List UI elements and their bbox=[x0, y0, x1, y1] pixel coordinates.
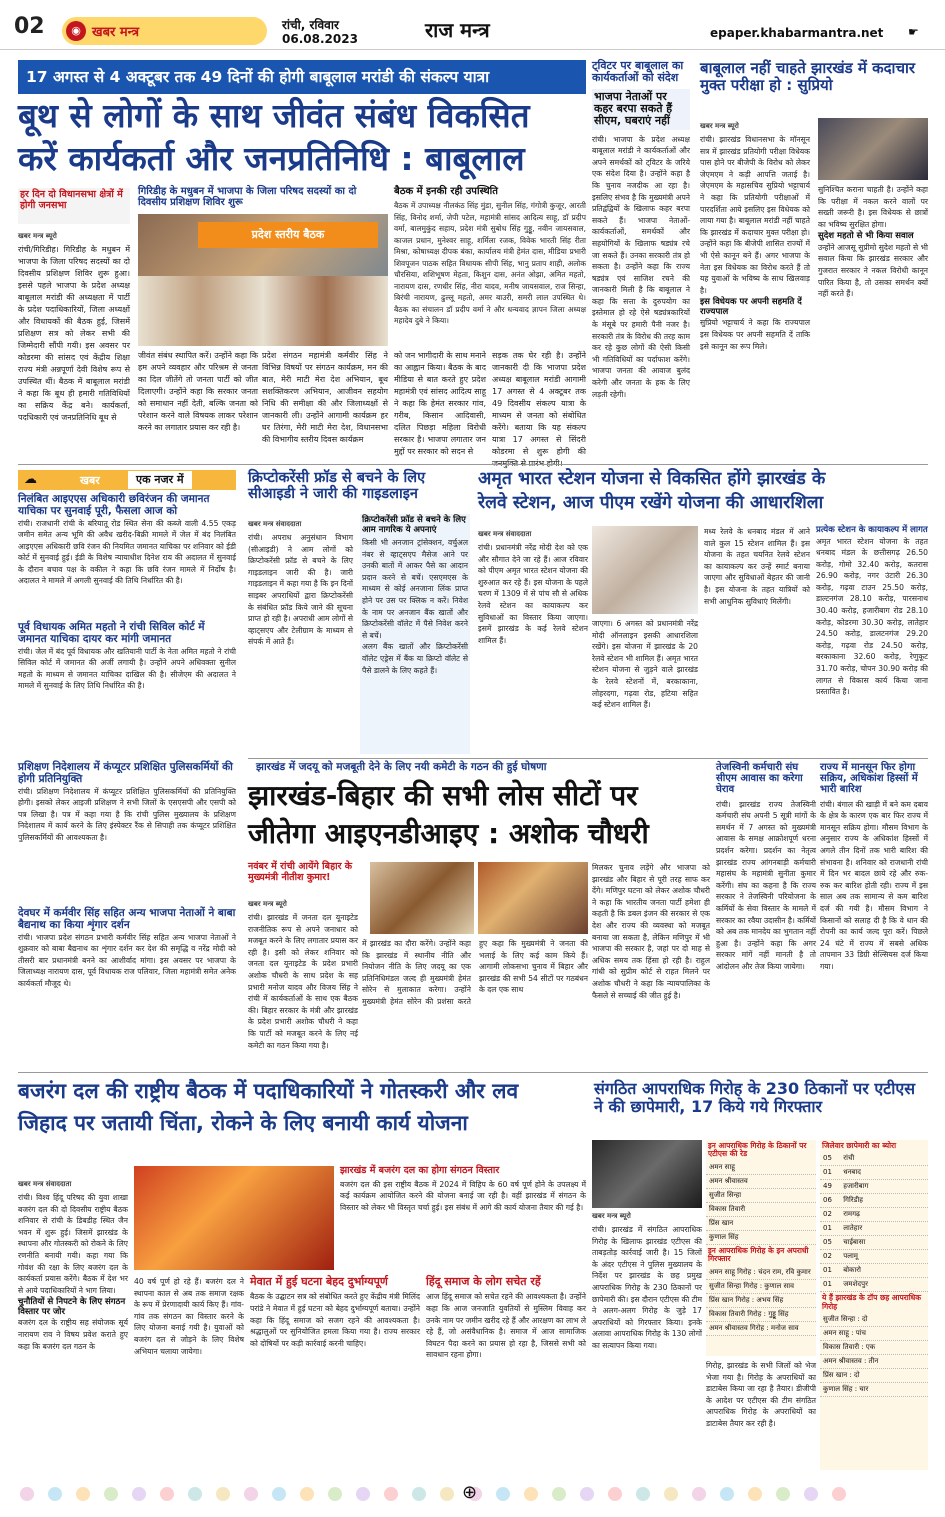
table-row: 01 धनबाद bbox=[820, 1166, 928, 1180]
ats-photo bbox=[592, 1140, 702, 1208]
railway-body-2: जाएगा। 6 अगस्त को प्रधानमंत्री नरेंद्र मोदी ऑनलाइन इसकी आधारशिला रखेंगे। इस योजना में झारखंड के 20 रेलवे स्टेशन भी शामिल हैं। अमृत भारत स्टेशन योजना से जुड़ने वाले झारखंड के रेलवे स्टेशनों में, बरकाकाना, लोहरदगा, गढ़वा रोड, हटिया सहित कई स्टेशन शामिल हैं। bbox=[592, 619, 698, 710]
news-item-body: रांची। जेल में बंद पूर्व विधायक और खतियानी पार्टी के नेता अमित महतो ने रांची सिविल कोर्ट में जमानत की अर्जी लगायी है। उन्होंने अपने अधिवक्ता सुनील महतो के माध्यम से जमानत याचिका दाखिल की है। सीजेएम की अदालत ने मामले में सुनवाई के लिए तिथि निर्धारित की है। bbox=[18, 646, 236, 691]
railway-body-3: मध्य रेलवे के धनबाद मंडल में आने वाले कुल 15 स्टेशन शामिल हैं। इस योजना के तहत चयनित रेलवे स्टेशन का कायाकल्प कर उन्हें स्मार्ट बनाया जाएगा और सुविधाओं बेहतर की जानी है। इस योजना के तहत यात्रियों को सभी आधुनिक सुविधाएं मिलेंगी। bbox=[704, 527, 810, 606]
footer-dot bbox=[76, 1487, 90, 1501]
lead-col4: को जन भागीदारी के साथ मनाने का आह्वान किया। बैठक के बाद मीडिया से बात करते हुए प्रदेश महामंत्री एवं सांसद आदित्य साहू ने कहा कि हेमंत सरकार गांव, गरीब, किसान आदिवासी, दलित पिछड़ा महिला विरोधी सरकार है। भाजपा लगातार जन मुद्दों पर सरकार को सदन से bbox=[394, 351, 486, 456]
jdu-sub: नवंबर में रांची आयेंगे बिहार के मुख्यमंत्री नीतीश कुमार! bbox=[248, 861, 353, 883]
news-item-head: निलंबित आइएएस अधिकारी छविरंजन की जमानत याचिका पर सुनवाई पूरी, फैसला आज को bbox=[18, 493, 210, 517]
footer-dot bbox=[552, 1487, 566, 1501]
ats-head: संगठित आपराधिक गिरोह के 230 ठिकानों पर एटीएस ने की छापेमारी, 17 किये गये गिरफ्तार bbox=[594, 1079, 916, 1116]
supriyo-col1 bbox=[700, 122, 810, 462]
district-list bbox=[820, 1152, 928, 1292]
news-item bbox=[18, 494, 236, 622]
footer-dot bbox=[804, 1487, 818, 1501]
lead-photo-caption: गिरिडीह के मधुबन में भाजपा के जिला परिषद सदस्यों का दो दिवसीय प्रशिक्षण शिविर शुरू bbox=[138, 186, 357, 209]
footer-dot bbox=[160, 1487, 174, 1501]
bajrang-byline: खबर मन्त्र संवाददाता bbox=[18, 1180, 72, 1188]
footer-dot bbox=[272, 1487, 286, 1501]
crypto-box-body-2: अलग बैंक खातों और क्रिप्टोकरेंसी वॉलेट एड्रेस में बैंक या क्रिप्टो वॉलेट से पैसे डालने के लिए कहते हैं। bbox=[362, 642, 468, 675]
list-item: अमन श्रीवास्तव bbox=[706, 1175, 816, 1189]
list-item: विकास तिवारी bbox=[706, 1203, 816, 1217]
table-row: कुणाल सिंह : चार bbox=[820, 1383, 928, 1397]
table-row: 06 गिरिडीह bbox=[820, 1194, 928, 1208]
monsoon-head: राज्य में मानसून फिर होगा सक्रिय, अधिकांश हिस्सों में भारी बारिश bbox=[820, 762, 918, 796]
website-link[interactable]: epaper.khabarmantra.net bbox=[710, 26, 884, 40]
table-row: सुजीत सिन्हा : दो bbox=[820, 1313, 928, 1327]
footer-dot bbox=[524, 1487, 538, 1501]
lead-photo-banner: प्रदेश स्तरीय बैठक bbox=[198, 222, 378, 248]
table-row: 01 लातेहार bbox=[820, 1222, 928, 1236]
jdu-photo bbox=[478, 862, 588, 934]
twitter-column bbox=[592, 60, 690, 462]
list-item: अमन साहू गिरोह : चंदन राम, रवि कुमार bbox=[706, 1266, 816, 1280]
lead-body: रांची/गिरिडीह। गिरिडीह के मधुबन में भाजपा के जिला परिषद सदस्यों का दो दिवसीय प्रशिक्षण शिविर शुरू हुआ। इससे पहले भाजपा के प्रदेश अध्यक्ष बाबूलाल मरांडी की अध्यक्षता में पार्टी के प्रदेश पदाधिकारियों, जिला अध्यक्षों और विधायकों की बैठक हुई, जिसमें प्रशिक्षण सत्र को लेकर सभी की जिम्मेदारी सौंपी गयी। इस अवसर पर कोडरमा की सांसद एवं केंद्रीय शिक्षा राज्य मंत्री अन्नपूर्णा देवी विशेष रूप से उपस्थित थीं। बैठक में बाबूलाल मरांडी ने कहा कि बूथ ही हमारी गतिविधियों का सक्रिय केंद्र बने। कार्यकर्ता, पदधिकारी एवं जनप्रतिनिधि बूथ से bbox=[18, 245, 130, 422]
lead-col1 bbox=[18, 232, 130, 462]
attend-body: बैठक में उपाध्यक्ष नीलकंठ सिंह मुंडा, सुनील सिंह, गंगोत्री कुजूर, आरती सिंह, विनोद शर्मा, जेपी पटेल, महामंत्री सांसद आदित्य साहू, डॉ प्रदीप वर्मा, बालमुकुंद सहाय, प्रदेश मंत्री सुबोध सिंह गुड्डू, नवीन जायसवाल, काजल प्रधान, मुनेश्वर साहू, शर्मिला रजक, विवेक भारती सिंह रीता मिश्रा, कोषाध्यक्ष दीपक बंका, कार्यालय मंत्री हेमंत दास, मीडिया प्रभारी शिवपूजन पाठक सहित विधायक सीपी सिंह, भानु प्रताप शाही, अलोक चौरसिया, शशिभूषण मेहता, किशुन दास, अनंत ओझा, अमित महतो, नारायण दास, रणधीर सिंह, नीरा यादव, मनीष जायसवाल, राज सिन्हा, बिरंची नारायण, ढुल्लू महतो, अमर बाउरी, समरी लाल उपस्थित थे। बैठक का संचालन डॉ प्रदीप वर्मा ने और धन्यवाद ज्ञापन जिला अध्यक्ष महादेव दुबे ने किया। bbox=[394, 201, 586, 326]
crypto-box bbox=[360, 514, 470, 754]
list-item: कुणाल सिंह bbox=[706, 1231, 816, 1245]
table-row: 01 जमशेदपुर bbox=[820, 1278, 928, 1292]
news-item-head: देवघर में कर्मवीर सिंह सहित अन्य भाजपा नेताओं ने बाबा बैद्यनाथ का किया शृंगार दर्शन bbox=[18, 907, 236, 931]
lead-headline-2: करें कार्यकर्ता और जनप्रतिनिधि : बाबूलाल bbox=[18, 139, 525, 178]
footer-dot bbox=[720, 1487, 734, 1501]
ats-table bbox=[820, 1140, 928, 1470]
footer-dot bbox=[496, 1487, 510, 1501]
brand-badge bbox=[62, 17, 267, 45]
list-item: सुजीत सिन्हा bbox=[706, 1189, 816, 1203]
footer-dot bbox=[48, 1487, 62, 1501]
lead-headline-1: बूथ से लोगों के साथ जीवंत संबंध विकसित bbox=[18, 96, 530, 135]
monsoon-box bbox=[820, 762, 928, 1068]
hindu-body: आज हिंदू समाज को सचेत रहने की आवश्यकता है। उन्होंने कहा कि आज जनजाति युवतियों से मुस्लिम विवाह कर उनके नाम पर जमीन खरीद रहे हैं और आरक्षण का लाभ ले रहे हैं, जो असंवैधानिक है। समाज में आज सामाजिक विघटन पैदा करने का प्रयास हो रहा है, जिससे सभी को सावधान रहना होगा। bbox=[426, 1292, 586, 1360]
jdu-byline: खबर मन्त्र ब्यूरो bbox=[248, 900, 287, 908]
footer-dot bbox=[216, 1487, 230, 1501]
footer-dot bbox=[244, 1487, 258, 1501]
ats-table-head-2: ये हैं झारखंड के टॉप छह आपराधिक गिरोह bbox=[822, 1293, 922, 1311]
ek-nazar-label: खबर bbox=[80, 474, 100, 487]
teacher-body: रांची। झारखंड राज्य तेजस्विनी कर्मचारी संघ अपनी 5 सूत्री मांगों के समर्थन में 7 अगस्त को मुख्यमंत्री आवास के समक्ष आक्रोशपूर्ण धरना प्रदर्शन करेगा। प्रदर्शन का नेतृत्व झारखंड राज्य आंगनबाड़ी कर्मचारी महासंघ के महामंत्री सुनीता कुमार करेंगी। संघ का कहना है कि राज्य सरकार ने तेजस्विनी परियोजना के कर्मियों के सेवा विस्तार के मामले में सरकार का रवैया उदासीन है। कर्मियों को अब तक मानदेय का भुगतान नहीं हुआ है। उन्होंने कहा कि अगर सरकार मांगें नहीं मानती है तो आंदोलन और तेज किया जायेगा। bbox=[716, 799, 816, 971]
ats-col1 bbox=[592, 1212, 702, 1470]
ats-list-head: इन आपराधिक गिरोह के ठिकानों पर एटीएस की रेड bbox=[708, 1141, 807, 1159]
supriyo-byline: खबर मन्त्र ब्यूरो bbox=[700, 122, 739, 130]
supriyo-subhead: सुदेश महतो से भी किया सवाल bbox=[818, 231, 914, 242]
gang-list bbox=[820, 1313, 928, 1397]
bajrang-photo bbox=[134, 1166, 334, 1270]
registration-mark-icon: ⊕ bbox=[462, 1482, 478, 1503]
news-item-body: रांची। प्रशिक्षण निदेशालय में कंप्यूटर प्रशिक्षित पुलिसकर्मियों की प्रतिनियुक्ति होगी। इसको लेकर आइजी प्रशिक्षण ने सभी जिलों के एसएसपी और एसपी को पत्र लिखा है। पत्र में कहा गया है कि रांची पुलिस मुख्यालय के प्रशिक्षण निदेशालय में कार्य करने के लिए इंस्पेक्टर रैंक से सिपाही तक कंप्यूटर प्रशिक्षित पुलिसकर्मियों की आवश्यकता है। bbox=[18, 786, 236, 842]
ats-list bbox=[706, 1161, 816, 1245]
crypto-body: रांची। अपराध अनुसंधान विभाग (सीआइडी) ने आम लोगों को क्रिप्टोकरेंसी फ्रॉड से बचने के लिए गाइडलाइन जारी की है। जारी गाइडलाइन में कहा गया है कि इन दिनों साइबर अपराधियों द्वारा क्रिप्टोकरेंसी के संबंधित फ्रॉड किये जाने की सूचना प्राप्त हो रही है। अपराधी आम लोगों से व्हाट्सएप और टेलीग्राम के माध्यम से संपर्क में आते हैं। bbox=[248, 533, 353, 647]
ek-nazar-label-2: एक नजर में bbox=[128, 471, 192, 489]
jdu-body-3: मिलकर चुनाव लड़ेंगे और भाजपा को झारखंड और बिहार से पूरी तरह साफ कर देंगे। मणिपुर घटना को लेकर अशोक चौधरी ने कहा कि भारतीय जनता पार्टी हमेशा ही कहती है कि डबल इंजन की सरकार से एक देश और राज्य की व्यवस्था को मजबूत बनाया जा सकता है, लेकिन मणिपुर में भी भाजपा की सरकार है, जहां पर दो माह से अधिक समय तक हिंसा हो रही है। राहुल गांधी को सुप्रीम कोर्ट से राहत मिलने पर अशोक चौधरी ने कहा कि न्यायपालिका के फैसले से सच्चाई की जीत हुई है। bbox=[592, 863, 710, 1000]
railway-photo bbox=[592, 526, 698, 614]
cursor-icon: ☛ bbox=[908, 25, 919, 39]
list-item: अमन साहू bbox=[706, 1161, 816, 1175]
bajrang-body: रांची। विश्व हिंदू परिषद की युवा शाखा बजरंग दल की दो दिवसीय राष्ट्रीय बैठक शनिवार से रांची के डिबडीह स्थित जैन भवन में शुरू हुई। जिसमें झारखंड के स्थापना और गोतस्करी को रोकने के लिए रणनीति बनायी गयी। कहा गया कि गोवंश की रक्षा के लिए बजरंग दल के कार्यकर्ता प्रयास करेंगे। बैठक में देश भर से आये पदाधिकारियों ने भाग लिया। bbox=[18, 1193, 128, 1295]
railway-byline: खबर मन्त्र संवाददाता bbox=[478, 530, 532, 538]
crypto-head: क्रिप्टोकरेंसी फ्रॉड से बचने के लिए सीआइडी ने जारी की गाइडलाइन bbox=[248, 470, 426, 503]
lead-col5: सड़क तक घेर रही है। उन्होंने जानकारी दी कि भाजपा प्रदेश अध्यक्ष बाबूलाल मरांडी आगामी 17 अगस्त से 4 अक्टूबर तक 49 दिवसीय संकल्प यात्रा के माध्यम से जनता को संबोधित करेंगे। बताया कि यह संकल्प यात्रा 17 अगस्त से सिंदरी कोडरमा से शुरू होगी की bbox=[492, 351, 586, 456]
table-row: 05 चाईबासा bbox=[820, 1236, 928, 1250]
ek-nazar-list bbox=[18, 494, 236, 1068]
jdu-head-2: जीतेगा आइएनडीआइए : अशोक चौधरी bbox=[248, 817, 649, 850]
page-number: 02 bbox=[14, 14, 45, 39]
jdu-head-1: झारखंड-बिहार की सभी लोस सीटों पर bbox=[248, 779, 638, 812]
news-item bbox=[18, 762, 236, 908]
supriyo-subhead-2: इस विधेयक पर अपनी सहमति दें राज्यपाल bbox=[700, 297, 802, 317]
lead-photo bbox=[138, 214, 388, 346]
news-item-body: रांची। राजधानी रांची के बरियातू रोड स्थित सेना की कब्जे वाली 4.55 एकड़ जमीन समेत अन्य भूमि की अवैध खरीद-बिक्री मामले में जेल में बंद निलंबित आइएएस अधिकारी छवि रंजन की नियमित जमानत याचिका पर शनिवार को ईडी कोर्ट में सुनवाई हुई। ईडी के विशेष न्यायाधीश दिनेश राय की अदालत में सुनवाई के दौरान बचाव पक्ष के वकील ने कहा कि छवि रंजन मामले में निर्दोष है। अदालत ने मामले में अगली सुनवाई की तिथि निर्धारित की है। bbox=[18, 518, 236, 586]
table-row: 49 हजारीबाग bbox=[820, 1180, 928, 1194]
footer-dot bbox=[412, 1487, 426, 1501]
supriyo-right-body: सुनिश्चित कराना चाहती है। उन्होंने कहा कि परीक्षा में नकल करने वालों पर सख्ती जरूरी है। इस विधेयक से छात्रों का भविष्य सुरक्षित होगा। bbox=[818, 185, 928, 229]
crypto-box-head: क्रिप्टोकरेंसी फ्रॉड से बचने के लिए आम नागरिक ये अपनाएं bbox=[362, 515, 466, 535]
dateline-city: रांची, रविवार bbox=[282, 18, 339, 32]
footer-dot bbox=[692, 1487, 706, 1501]
list-item: प्रिंस खान bbox=[706, 1217, 816, 1231]
footer-dot bbox=[608, 1487, 622, 1501]
teacher-box bbox=[716, 762, 816, 1068]
bajrang-col1 bbox=[18, 1180, 128, 1470]
hindu-head: हिंदू समाज के लोग सचेत रहें bbox=[426, 1275, 541, 1288]
hindu-box bbox=[426, 1276, 586, 1470]
footer-dot bbox=[188, 1487, 202, 1501]
footer-dot bbox=[132, 1487, 146, 1501]
bajrang-mid-body: बजरंग दल की इस राष्ट्रीय बैठक में 2024 में विहिप के 60 वर्ष पूर्ण होने के उपलक्ष्य में कई कार्यक्रम आयोजित करने की योजना बनाई जा रही है। वहीं झारखंड में संगठन के विस्तार को लेकर भी विस्तृत चर्चा हुई। इस संबंध में आगे की कार्य योजना तैयार की गई है। bbox=[340, 1179, 586, 1212]
supriyo-head: बाबूलाल नहीं चाहते झारखंड में कदाचार मुक्त परीक्षा हो : सुप्रियो bbox=[700, 59, 915, 94]
ats-byline: खबर मन्त्र ब्यूरो bbox=[592, 1212, 631, 1220]
twitter-head: ट्विटर पर बाबूलाल का कार्यकर्ताओं को संदेश bbox=[592, 59, 684, 85]
bajrang-mid-kicker: झारखंड में बजरंग दल का होगा संगठन विस्तार bbox=[340, 1165, 500, 1176]
ek-nazar-bar bbox=[18, 470, 236, 490]
railway-side bbox=[816, 526, 928, 754]
footer-dot bbox=[776, 1487, 790, 1501]
supriyo-col2 bbox=[818, 184, 928, 462]
ats-list-2 bbox=[706, 1266, 816, 1336]
lead-kicker: 17 अगस्त से 4 अक्टूबर तक 49 दिनों की होगी बाबूलाल मरांडी की संकल्प यात्रा bbox=[26, 68, 490, 86]
news-item bbox=[18, 622, 236, 762]
lead-byline: खबर मन्त्र ब्यूरो bbox=[18, 232, 57, 240]
bajrang-col2: 40 वर्ष पूर्ण हो रहे हैं। बजरंग दल ने स्थापना काल से अब तक समाज रक्षक के रूप में प्रेरणादायी कार्य किए हैं। गांव-गांव तक संगठन का विस्तार करने के लिए योजना बनाई गयी है। युवाओं को बजरंग दल से जोड़ने के लिए विशेष अभियान चलाया जायेगा। bbox=[134, 1277, 244, 1356]
twitter-sub: भाजपा नेताओं पर कहर बरपा सकते हैं सीएम, घबराएं नहीं bbox=[592, 89, 690, 130]
footer-dot bbox=[384, 1487, 398, 1501]
railway-side-head: प्रत्येक स्टेशन के कायाकल्प में लागत bbox=[816, 525, 928, 535]
mewat-body: बैठक के उद्घाटन सत्र को संबोधित करते हुए केंद्रीय मंत्री मिलिंद परांडे ने मेवात में हुई घटना को बेहद दुर्भाग्यपूर्ण बताया। उन्होंने कहा कि हिंदू समाज को सजग रहने की आवश्यकता है। श्रद्धालुओं पर सुनियोजित हमला किया गया है। राज्य सरकार को दोषियों पर कड़ी कार्रवाई करनी चाहिए। bbox=[250, 1292, 420, 1348]
dateline-date: 06.08.2023 bbox=[282, 32, 358, 46]
brand-logo-icon: ◉ bbox=[66, 21, 86, 41]
footer-dot bbox=[104, 1487, 118, 1501]
table-row: अमन श्रीवास्तव : तीन bbox=[820, 1355, 928, 1369]
railway-col1 bbox=[478, 530, 588, 754]
bajrang-subhead: चुनौतियों से निपटने के लिए संगठन विस्तार पर जोर bbox=[18, 1297, 126, 1317]
news-item-body: रांची। भाजपा प्रदेश संगठन प्रभारी कर्मवीर सिंह सहित अन्य भाजपा नेताओं ने शुक्रवार को बाबा बैद्यनाथ का शृंगार दर्शन कर देश की समृद्धि व नरेंद्र मोदी को तीसरी बार प्रधानमंत्री बनने का आशीर्वाद मांगा। इस अवसर पर भाजपा के जिलाध्यक्ष नारायण दास, पूर्व विधायक राज पलिवार, जिला महामंत्री समेत अनेक कार्यकर्ता मौजूद थे। bbox=[18, 932, 236, 988]
table-row: विकास तिवारी : एक bbox=[820, 1341, 928, 1355]
crypto-col1 bbox=[248, 520, 353, 754]
footer-dot bbox=[300, 1487, 314, 1501]
monsoon-body: रांची। बंगाल की खाड़ी में बने कम दबाव के क्षेत्र के कारण एक बार फिर राज्य में मानसून सक्रिय होगा। मौसम विभाग के अनुसार राज्य के अधिकांश हिस्सों में अगले तीन दिनों तक भारी बारिश की संभावना है। शनिवार को राजधानी रांची में दिन भर बादल छाये रहे और रुक-रुक कर बारिश होती रही। राज्य में इस साल अब तक सामान्य से कम बारिश दर्ज की गयी है। मौसम विभाग ने किसानों को सलाह दी है कि वे धान की रोपनी का कार्य जल्द पूरा करें। पिछले 24 घंटे में राज्य में सबसे अधिक तापमान 33 डिग्री सेल्सियस दर्ज किया गया। bbox=[820, 799, 928, 971]
footer-dot bbox=[664, 1487, 678, 1501]
news-item bbox=[18, 908, 236, 1064]
footer-dot bbox=[580, 1487, 594, 1501]
crypto-byline: खबर मन्त्र संवाददाता bbox=[248, 520, 302, 528]
jdu-body-2: में झारखंड का दौरा करेंगे। उन्होंने कहा कि झारखंड में स्थानीय नीति और नियोजन नीति के लिए जदयू का एक प्रतिनिधिमंडल जल्द ही मुख्यमंत्री हेमंत सोरेन से मुलाकात करेगा। उन्होंने मुख्यमंत्री हेमंत सोरेन की प्रशंसा करते हुए कहा कि मुख्यमंत्री ने जनता की भलाई के लिए कई काम किये हैं। आगामी लोकसभा चुनाव में बिहार और झारखंड की सभी 54 सीटों पर गठबंधन के दल एक साथ bbox=[362, 939, 588, 1006]
list-item: अमन श्रीवास्तव गिरोह : मनोज साव bbox=[706, 1322, 816, 1336]
masthead bbox=[0, 0, 945, 50]
lead-photo-people bbox=[138, 276, 388, 346]
brand-name: खबर मन्त्र bbox=[92, 25, 140, 40]
railway-head-1: अमृत भारत स्टेशन योजना से विकसित होंगे झारखंड के bbox=[478, 469, 826, 489]
ats-list-box bbox=[706, 1140, 816, 1356]
ats-table-head: जिलेवार छापेमारी का ब्योरा bbox=[822, 1141, 897, 1150]
railway-head-2: रेलवे स्टेशन, आज पीएम रखेंगे योजना की आधारशिला bbox=[478, 493, 824, 513]
crypto-box-body: किसी भी अनजान ट्रांसेक्शन, वर्चुअल नंबर से व्हाट्सएप मैसेज आने पर उनकी बातों में आकर पैसे का आदान प्रदान करने से बचें। एसएमएस के माध्यम से कोई अनजाना लिंक प्राप्त होने पर उस पर क्लिक न करें। निवेश के नाम पर अनजान बैंक खातों और क्रिप्टोकरेंसी वॉलेट में पैसे निवेश करने से बचें। bbox=[362, 538, 468, 640]
jdu-col1 bbox=[248, 900, 358, 1068]
news-item-head: पूर्व विधायक अमित महतो ने रांची सिविल कोर्ट में जमानत याचिका दायर कर मांगी जमानत bbox=[18, 621, 205, 645]
jdu-photo-2 bbox=[370, 862, 474, 934]
railway-body: रांची। प्रधानमंत्री नरेंद्र मोदी देश को एक और सौगात देने जा रहे हैं। आज रविवार को पीएम अमृत भारत स्टेशन योजना की शुरुआत कर रहे हैं। इस योजना के पहले चरण में 1309 में से पांच सौ से अधिक रेलवे स्टेशन का कायाकल्प कर सुविधाओं का विस्तार किया जाएगा। इसमें झारखंड के कई रेलवे स्टेशन शामिल हैं। bbox=[478, 543, 588, 645]
footer-dot bbox=[440, 1487, 454, 1501]
attend-box bbox=[394, 186, 586, 346]
footer-dot bbox=[832, 1487, 846, 1501]
bajrang-subbody: बजरंग दल के राष्ट्रीय सह संयोजक सूर्य नारायण राव ने विषय प्रवेश कराते हुए कहा कि बजरंग दल गठन के bbox=[18, 1318, 128, 1351]
table-row: प्रिंस खान : दो bbox=[820, 1369, 928, 1383]
table-row: 02 पलामू bbox=[820, 1250, 928, 1264]
table-row: 01 बोकारो bbox=[820, 1264, 928, 1278]
table-row: अमन साहू : पांच bbox=[820, 1327, 928, 1341]
footer-dot bbox=[748, 1487, 762, 1501]
section-name: राज मन्त्र bbox=[425, 18, 490, 42]
footer-dot bbox=[356, 1487, 370, 1501]
ats-list-head-2: इन आपराधिक गिरोह के इन अपराधी गिरफ्तार bbox=[708, 1245, 809, 1264]
twitter-body: रांची। भाजपा के प्रदेश अध्यक्ष बाबूलाल मरांडी ने कार्यकर्ताओं और अपने समर्थकों को ट्विटर के जरिये एक संदेश दिया है। उन्होंने कहा है कि चुनाव नजदीक आ रहा है। इसलिए संभव है कि मुख्यमंत्री अपने प्रतिद्वंद्वियों के खिलाफ कहर बरपा सकते हैं। भाजपा नेताओं-कार्यकर्ताओं, समर्थकों और सहयोगियों के खिलाफ षड्यंत्र रचे जा सकते हैं। उनका सरकारी तंत्र हो सकता है। उन्होंने कहा कि राज्य षड्यंत्र एवं साजिश रचने की जानकारी मिली है कि बाबूलाल ने कहा कि सत्ता के दुरुपयोग का इस्तेमाल हो रहे ऐसे षड्यंत्रकारियों के मंसूबे पर हमारी पैनी नजर है। सरकारी तंत्र के विरोध की तरह काम कर रहे कुछ लोगों की ऐसी किसी भी गतिविधियों का पर्दाफाश करेंगे। भाजपा जनता की आवाज बुलंद करेगी और जनता के हक के लिए लड़ती रहेगी। bbox=[592, 134, 690, 399]
attend-head: बैठक में इनकी रही उपस्थिति bbox=[394, 186, 498, 197]
news-item-head: प्रशिक्षण निदेशालय में कंप्यूटर प्रशिक्षित पुलिसकर्मियों की होगी प्रतिनियुक्ति bbox=[18, 761, 233, 785]
bajrang-head-2: जिहाद पर जतायी चिंता, रोकने के लिए बनायी कार्य योजना bbox=[18, 1111, 468, 1135]
supriyo-body: रांची। झारखंड विधानसभा के मॉनसून सत्र में झारखंड प्रतियोगी परीक्षा विधेयक पास होने पर बीजेपी के विरोध को लेकर जेएमएम ने कड़ी आपत्ति जताई है। जेएमएम के महासचिव सुप्रियो भट्टाचार्य ने कहा कि प्रतियोगी परीक्षाओं में पारदर्शिता आये इसलिए इस विधेयक को लाया गया है। बाबूलाल मरांडी नहीं चाहते कि झारखंड में कदाचार मुक्त परीक्षा हो। उन्होंने कहा कि बीजेपी शासित राज्यों में भी ऐसे कानून बने हैं। अगर भाजपा के नेता इस विधेयक का विरोध करते हैं तो यह युवाओं के भविष्य के साथ खिलवाड़ है। bbox=[700, 135, 810, 295]
lead-col3: प्रदेश संगठन महामंत्री कर्मवीर सिंह ने विभिन्न विषयों पर संगठन कार्यक्रम, मन की बात, मेरी माटी मेरा देश अभियान, बूथ सशक्तिकरण अभियान, आजीवन सहयोग निधि की समीक्षा की और जिलाध्यक्षों से जानकारी ली। उन्होंने आगामी कार्यक्रम हर घर तिरंगा, मेरी माटी मेरा देश, विधानसभा की विभागीय स्तरीय दिवस कार्यक्रम bbox=[262, 351, 388, 444]
list-item: विकास तिवारी गिरोह : गुड्डू सिंह bbox=[706, 1308, 816, 1322]
mewat-head: मेवात में हुई घटना बेहद दुर्भाग्यपूर्ण bbox=[250, 1275, 388, 1288]
ats-body: रांची। झारखंड में संगठित आपराधिक गिरोह के खिलाफ झारखंड एटीएस की ताबड़तोड़ कार्रवाई जारी है। 15 जिलों के अंदर एटीएस ने पुलिस मुख्यालय के निर्देश पर झारखंड के छह प्रमुख आपराधिक गिरोह के 230 ठिकानों पर छापेमारी की। इस दौरान एटीएस की टीम ने अलग-अलग गिरोह के जुड़े 17 अपराधियों को गिरफ्तार किया। इनके अलावा आपराधिक गिरोह के 130 लोगों का सत्यापन किया गया। bbox=[592, 1225, 702, 1350]
bajrang-head-1: बजरंग दल की राष्ट्रीय बैठक में पदाधिकारियों ने गोतस्करी और लव bbox=[18, 1079, 519, 1103]
table-row: 05 रांची bbox=[820, 1152, 928, 1166]
footer-dot bbox=[20, 1487, 34, 1501]
bajrang-mid bbox=[340, 1166, 586, 1270]
railway-side-body: अमृत भारत स्टेशन योजना के तहत धनबाद मंडल के छत्तीसगढ़ 26.50 करोड़, गोमो 32.40 करोड़, कतरास 26.90 करोड़, नगर उंटारी 26.30 करोड़, गढ़वा टाउन 25.50 करोड़, डाल्टनगंज 28.10 करोड़, पारसनाथ 30.40 करोड़, हजारीबाग रोड 28.10 करोड़, कोडरमा 30.30 करोड़, लातेहार 24.50 करोड़, डालटनगंज 29.20 करोड़, गढ़वा रोड 24.50 करोड़, बरकाकाना 32.60 करोड़, रेणुकूट 31.70 करोड़, चोपन 30.90 करोड़ की लागत से विकास कार्य किया जाना प्रस्तावित है। bbox=[816, 536, 928, 697]
list-item: प्रिंस खान गिरोह : अभय सिंह bbox=[706, 1294, 816, 1308]
mewat-box bbox=[250, 1276, 420, 1470]
lead-col2: जीवंत संबंध स्थापित करें। उन्होंने कहा कि हम अपने व्यवहार और परिश्रम से जनता का दिल जीतेंगे तो जनता पार्टी को जीत दिलाएगी। उन्होंने कहा कि सरकार जनता को समाधान नहीं देती, बल्कि जनता को परेशान करने वाले विषयक लाकर परेशान करने का लगातार प्रयास कर रही है। bbox=[138, 351, 258, 432]
lead-sidebar-kicker-text: हर दिन दो विधानसभा क्षेत्रों में होगी जनसभा bbox=[20, 189, 123, 211]
supriyo-subbody: उन्होंने आजसू सुप्रीमो सुदेश महतो से भी सवाल किया कि झारखंड सरकार और गुजरात सरकार ने नकल विरोधी कानून पारित किया है, तो उसका समर्थन क्यों नहीं करते हैं। bbox=[818, 242, 928, 299]
ek-nazar-icon: ☁ bbox=[24, 472, 37, 487]
lead-sidebar-kicker bbox=[18, 188, 130, 224]
supriyo-subbody-2: सुप्रियो भट्टाचार्य ने कहा कि राज्यपाल इस विधेयक पर अपनी सहमति दें ताकि इसे कानून का रूप मिले। bbox=[700, 318, 810, 351]
jdu-body: रांची। झारखंड में जनता दल यूनाइटेड राजनीतिक रूप से अपने जनाधार को मजबूत करने के लिए लगातार प्रयास कर रही है। इसी को लेकर शनिवार को जनता दल यूनाइटेड के प्रदेश प्रभारी अशोक चौधरी के साथ प्रदेश के सह प्रभारी मनोज यादव और विजय सिंह ने रांची में कार्यकर्ताओं के साथ एक बैठक की। बिहार सरकार के मंत्री और झारखंड के प्रदेश प्रभारी अशोक चौधरी ने कहा कि पार्टी को मजबूत करने के लिए नई कमेटी का गठन किया गया है। bbox=[248, 913, 358, 1050]
table-row: 02 रामगढ़ bbox=[820, 1208, 928, 1222]
ats-body-2: गिरोह, झारखंड के सभी जिलों को भेज भेजा गया है। गिरोह के अपराधियों का डाटाबेस किया जा रहा है तैयार। डीजीपी के आदेश पर एटीएस की टीम संगठित आपराधिक गिरोह के अपराधियों का डाटाबेस तैयार कर रही है। bbox=[706, 1361, 816, 1428]
list-item: सुजीत सिन्हा गिरोह : कुणाल साव bbox=[706, 1280, 816, 1294]
teacher-head: तेजस्विनी कर्मचारी संघ सीएम आवास का करेगा घेराव bbox=[716, 762, 803, 796]
jdu-kicker: झारखंड में जदयू को मजबूती देने के लिए नयी कमेटी के गठन की हुई घोषणा bbox=[256, 761, 547, 773]
supriyo-photo bbox=[818, 118, 928, 180]
footer-dot bbox=[636, 1487, 650, 1501]
lead-kicker-bar bbox=[18, 60, 586, 94]
footer-dot bbox=[328, 1487, 342, 1501]
